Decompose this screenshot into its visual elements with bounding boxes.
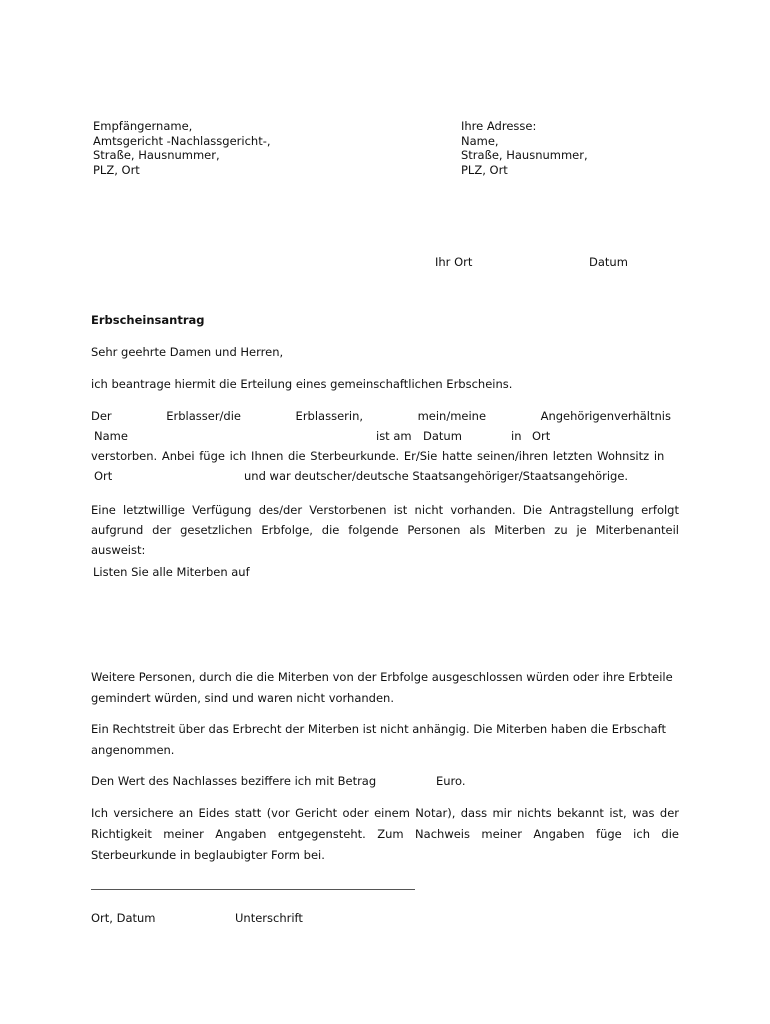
died-on-text: ist am bbox=[376, 429, 412, 443]
signature-place-date-label: Ort, Datum bbox=[91, 911, 156, 925]
sender-line: PLZ, Ort bbox=[461, 162, 508, 177]
decedent-line-3 bbox=[91, 449, 679, 463]
death-place-field: Ort bbox=[532, 429, 551, 443]
nationality-text: und war deutscher/deutsche Staatsangehöriger/Staatsangehörige. bbox=[244, 469, 629, 483]
other-persons-paragraph: Weitere Personen, durch die die Miterben von der Erbfolge ausgeschlossen würden oder ihre Erbteile gemindert würden, sind und waren nicht vorhanden. bbox=[91, 670, 673, 705]
decedent-death-sentence: verstorben. Anbei füge ich Ihnen die Sterbeurkunde. Er/Sie hatte seinen/ihren letzten Wohnsitz in bbox=[91, 449, 665, 463]
date-field: Datum bbox=[589, 255, 628, 269]
salutation: Sehr geehrte Damen und Herren, bbox=[91, 345, 284, 359]
decedent-name-field: Name bbox=[94, 429, 128, 443]
estate-currency: Euro. bbox=[436, 774, 466, 788]
decedent-word: Der bbox=[91, 409, 112, 423]
intro-sentence: ich beantrage hiermit die Erteilung eines gemeinschaftlichen Erbscheins. bbox=[91, 377, 513, 391]
heirs-list-placeholder: Listen Sie alle Miterben auf bbox=[93, 565, 250, 579]
signature-line bbox=[91, 889, 415, 890]
relationship-field: Angehörigenverhältnis bbox=[540, 409, 671, 423]
recipient-line: Straße, Hausnummer, bbox=[93, 148, 220, 162]
decedent-word: Erblasserin, bbox=[295, 409, 364, 423]
recipient-line: Amtsgericht -Nachlassgericht-, bbox=[93, 133, 271, 148]
sender-address bbox=[461, 119, 588, 177]
estate-value-text: Den Wert des Nachlasses beziffere ich mit Betrag bbox=[91, 774, 377, 788]
affidavit-paragraph: Ich versichere an Eides statt (vor Gericht oder einem Notar), dass mir nichts bekannt ist, was der Richtigkeit meiner Angaben entgegensteht. Zum Nachweis meiner Angaben füge ich die Sterbeurkunde in beglaubigter Form bei. bbox=[91, 806, 679, 862]
recipient-address bbox=[93, 119, 271, 177]
recipient-line: PLZ, Ort bbox=[93, 162, 140, 177]
decedent-word: Erblasser/die bbox=[166, 409, 241, 423]
death-date-field: Datum bbox=[423, 429, 462, 443]
subject-heading: Erbscheinsantrag bbox=[91, 313, 205, 327]
signature-label: Unterschrift bbox=[235, 911, 303, 925]
decedent-word: mein/meine bbox=[417, 409, 487, 423]
sender-line: Name, bbox=[461, 133, 499, 148]
in-text: in bbox=[511, 429, 522, 443]
sender-line: Ihre Adresse: bbox=[461, 119, 537, 133]
residence-place-field: Ort bbox=[94, 469, 113, 483]
litigation-paragraph: Ein Rechtstreit über das Erbrecht der Miterben ist nicht anhängig. Die Miterben haben die Erbschaft angenommen. bbox=[91, 722, 667, 757]
sender-line: Straße, Hausnummer, bbox=[461, 148, 588, 162]
recipient-line: Empfängername, bbox=[93, 119, 193, 133]
will-paragraph: Eine letztwillige Verfügung des/der Verstorbenen ist nicht vorhanden. Die Antragstellung erfolgt aufgrund der gesetzlichen Erbfolge, die folgende Personen als Miterben zu je Miterbenanteil ausweist: bbox=[91, 503, 679, 557]
decedent-line-1 bbox=[91, 409, 679, 423]
place-field: Ihr Ort bbox=[435, 255, 473, 269]
